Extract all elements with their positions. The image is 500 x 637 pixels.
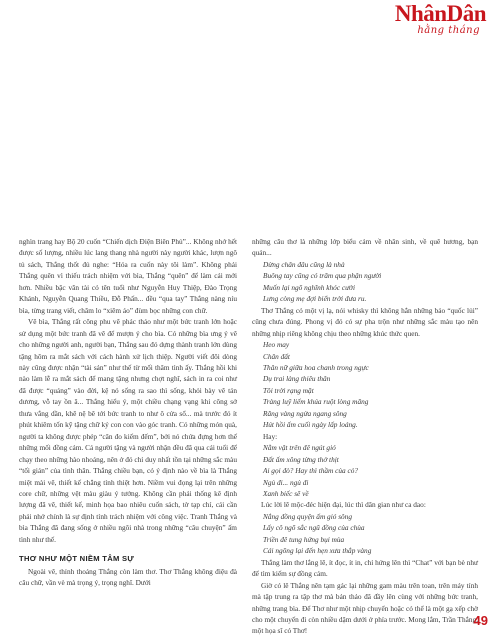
verse-line: Đất ấm xông từng thớ thịt bbox=[263, 454, 339, 464]
verse-line: Ai gọi đò? Hay thì thầm của cỏ? bbox=[263, 466, 359, 476]
left-paragraph-2: Vẽ bìa, Thắng rất công phu vẽ phác thảo như một bức tranh lớn hoặc sử dụng một bức tranh đã vẽ để mượn ý cho bìa. Có những bìa ưng ý vẽ cho những người anh, người bạn, Thắng sau đó dựng thành tranh lớn dùng tặng hôm ra mắt sách với cách hành xử lịch thiệp. Người viết đôi dòng này cũng được nhận “tài sản” như thế từ mối thâm tình ấy. Thắng hồi khi nào làm lễ ra mắt sách để mang tặng nhưng chợt nghĩ, sách in ra coi như đã được “quảng” vào đời, kệ nó sống ra sao thì sống, khỏi bày vẽ tán dương, vỗ tay ồn ã... Thắng hiểu ý, một chiều chạng vạng khi công sở thưa vắng dần, khẽ nệ bê tới bức tranh to như ô cửa sổ... mà trước đó ít phút khiêm tốn kỹ tặng chữ ký con con vào góc tranh. Có những món quà, người ta không được phép “cân đo kiếm đếm”, bởi nó chứa đựng hơn thế những mối đồng cảm. Cả người tặng và người nhận đều đã qua cái tuổi để chạy theo những hào nhoáng, nên ở đó chỉ duy nhất tồn tại những sắc màu “tối giản” của tình thân. Thắng chiều bạn, có ý định nào về bìa là Thắng miệt mài vẽ, thiết kế chẳng tính thiệt hơn. Niềm vui đọng lại trên những core chữ, những vệt màu giàu ý tưởng. Không cần phải thống kê định lượng đã vẽ, thiết kế, minh họa bao nhiêu cuốn sách, tờ tạp chí, cái cần phải nhớ chính là sự định tính trách nhiệm với công việc. Tranh Thắng và bìa Thắng đã đang sống ở nhiều ngôi nhà trong những “câu chuyện” ấm tình như thế. bbox=[19, 317, 237, 544]
verse-line: Tôi trời rạng mặt bbox=[263, 385, 314, 395]
left-paragraph-3: Ngoài vẽ, thỉnh thoảng Thắng còn làm thơ. Thơ Thắng không điệu đà câu chữ, vần vè mà trọng ý, trọng nghĩ. Dưới bbox=[19, 566, 237, 588]
verse-line: Ngủ đi... ngủ đi bbox=[263, 477, 309, 487]
verse-line: Nằm vật trên đê ngút gió bbox=[263, 443, 336, 453]
verse-line: Tràng luỹ liếm khúa ruột lòng mãng bbox=[263, 397, 369, 407]
right-column bbox=[252, 236, 478, 637]
masthead bbox=[376, 2, 486, 44]
verse-line: Chân đất bbox=[263, 351, 290, 361]
verse-line: Heo may bbox=[263, 340, 290, 350]
section-heading: THƠ NHƯ MỘT NIỀM TÂM SỰ bbox=[19, 554, 134, 564]
poem-excerpt-2 bbox=[252, 339, 478, 431]
page-number: 49 bbox=[473, 613, 488, 628]
transition-word: Hay: bbox=[263, 431, 278, 441]
poem-excerpt-3 bbox=[252, 442, 478, 499]
verse-line: Lưng còng mẹ đợi biển trời đưa ru. bbox=[263, 294, 367, 304]
verse-line: Cái ngõng lại đến hẹn xưa thắp vàng bbox=[263, 546, 372, 556]
verse-line: Muốn lại ngõ nghĩnh khóc cười bbox=[263, 282, 355, 292]
poem-excerpt-4 bbox=[252, 511, 478, 557]
left-paragraph-1: nghìn trang hay Bộ 20 cuốn “Chiến dịch Điện Biên Phủ”... Không nhớ hết được số lượng, nhiều lúc lang thang nhà người này người khác, lượn ngõ tủ sách, Thắng thốt đủ nghe: “Hóa ra cuốn này tôi làm”. Không phải Thắng quên vì thiếu trách nhiệm với bìa, Thắng “quên” để làm cái mới hơn. Nhiều bậc văn tài có tên tuổi như Nguyễn Huy Thiệp, Đào Trọng Khánh, Nguyễn Quang Thiều, Đỗ Phấn... đều “qua tay” Thắng nàng níu bìa, từng trang viết, chăm lo “xiêm áo” đùm bọc những con chữ. bbox=[19, 237, 237, 315]
verse-line: Hút hồi ấm cuối ngày lấp loáng. bbox=[263, 420, 358, 430]
verse-line: Triền đê tung hứng bụi mùa bbox=[263, 534, 345, 544]
right-paragraph-5: Giờ có lẽ Thắng nên tạm gác lại những gam màu trên toan, trên máy tính mà tập trung ra tập thơ mà bản thảo đã đầy lên cùng với những bức tranh, những trang bìa. Để Thơ như một nhịp chuyển hoặc có thể là một gạ xếp chờ cho một chuyến đi còn nhiều dặm dưới ở phía trước. Mong lắm, Trần Thắng, một họa sĩ có Thơ! bbox=[252, 580, 478, 636]
right-paragraph-1: những câu thơ là những lớp biểu cảm về nhân sinh, về quê hương, bạn quán... bbox=[252, 237, 478, 258]
verse-line: Dụ trai làng thiêu thân bbox=[263, 374, 331, 384]
right-paragraph-2: Thơ Thắng có một vị lạ, nói whisky thì không hẳn những bảo “quốc lủi” cũng chưa đúng. Phong vị đó có sự pha trộn như những sắc màu tạo nên những nhịp riêng không chịu theo những khúc thức quen. bbox=[252, 305, 478, 338]
masthead-title: NhânDân bbox=[394, 1, 486, 26]
left-column bbox=[19, 236, 237, 589]
verse-line: Nắng đồng quyện ấm gió sông bbox=[263, 511, 352, 521]
verse-line: Thân nữ giữa hoa chanh trong ngực bbox=[263, 362, 369, 372]
masthead-subtitle: hằng tháng bbox=[417, 25, 480, 36]
right-paragraph-3: Lúc lời lẽ mộc-đéc hiện đại, lúc thì dân gian như ca dao: bbox=[261, 500, 426, 510]
poem-excerpt-1 bbox=[252, 259, 478, 305]
verse-line: Buông tay cũng có trăm qua phận người bbox=[263, 271, 382, 281]
verse-line: Xanh biếc sẽ về bbox=[263, 488, 309, 498]
verse-line: Răng vàng ngửa ngang sông bbox=[263, 408, 347, 418]
right-paragraph-4: Thắng làm thơ lắng lẽ, ít đọc, ít in, chỉ hứng lên thì “Chat” với bạn bè như để tìm kiếm sự đồng cảm. bbox=[252, 557, 478, 579]
verse-line: Lấy cô ngõ sắc ngũ đồng của chùa bbox=[263, 523, 365, 533]
verse-line: Dừng chân đâu cũng là nhà bbox=[263, 259, 345, 269]
